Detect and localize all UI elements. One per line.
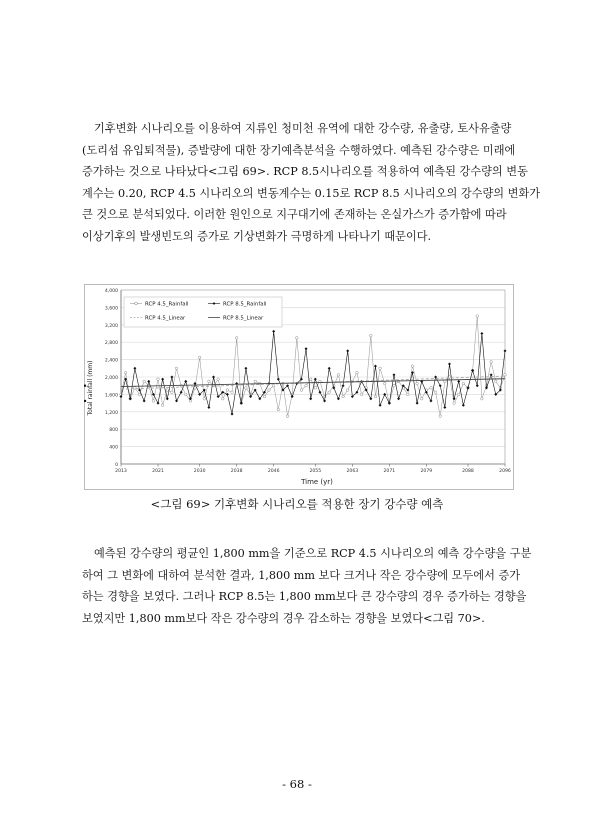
body-paragraph-2 bbox=[82, 543, 532, 629]
data-point bbox=[305, 384, 308, 387]
text-line: 보였지만 1,800 mm보다 작은 강수량의 경우 감소하는 경향을 보였다<그림 70>. bbox=[82, 611, 485, 625]
text-line: 하는 경향을 보였다. 그러나 RCP 8.5는 1,800 mm보다 큰 강수량의 경우 증가하는 경향을 bbox=[82, 590, 527, 604]
data-point bbox=[203, 397, 206, 400]
x-tick-label: 2038 bbox=[230, 469, 243, 474]
data-point bbox=[337, 374, 340, 377]
x-tick-label: 2063 bbox=[346, 469, 359, 474]
data-point bbox=[416, 382, 419, 385]
y-tick-label: 3,200 bbox=[104, 323, 118, 329]
x-tick-label: 2046 bbox=[267, 469, 280, 474]
data-point bbox=[300, 389, 303, 392]
x-tick-label: 2021 bbox=[152, 469, 164, 474]
data-point bbox=[124, 371, 127, 374]
legend-label: RCP 4.5_Linear bbox=[145, 315, 186, 322]
data-point bbox=[420, 397, 423, 400]
data-point bbox=[166, 389, 169, 392]
y-tick-label: 0 bbox=[115, 463, 118, 468]
data-point bbox=[175, 367, 178, 370]
text-line: 큰 것으로 분석되었다. 이러한 원인으로 지구대기에 존재하는 온실가스가 증가함에 따라 bbox=[82, 208, 507, 222]
data-point bbox=[481, 397, 484, 400]
legend-label: RCP 8.5_Rainfall bbox=[223, 301, 267, 308]
data-point bbox=[245, 387, 248, 390]
data-point bbox=[235, 337, 238, 340]
data-point bbox=[356, 371, 359, 374]
data-point bbox=[490, 360, 493, 363]
data-point bbox=[346, 389, 349, 392]
data-point bbox=[457, 393, 460, 396]
data-point bbox=[374, 395, 377, 398]
data-point bbox=[393, 384, 396, 387]
text-line: (도리섬 유입퇴적물), 증발량에 대한 장기예측분석을 수행하였다. 예측된 강수량은 미래에 bbox=[82, 143, 516, 157]
legend-label: RCP 8.5_Linear bbox=[223, 315, 264, 322]
data-point bbox=[462, 382, 465, 385]
data-point bbox=[504, 374, 507, 377]
data-point bbox=[152, 400, 155, 403]
data-point bbox=[383, 382, 386, 385]
data-point bbox=[379, 367, 382, 370]
data-point bbox=[494, 380, 497, 383]
data-point bbox=[231, 391, 234, 394]
y-tick-label: 1,600 bbox=[104, 393, 118, 399]
x-tick-label: 2079 bbox=[420, 469, 433, 474]
data-point bbox=[217, 378, 220, 381]
data-point bbox=[208, 380, 211, 383]
y-tick-label: 3,600 bbox=[104, 306, 118, 312]
text-line: 증가하는 것으로 나타났다<그림 69>. RCP 8.5시나리오를 적용하여 예측된 강수량의 변동 bbox=[82, 165, 528, 179]
data-point bbox=[268, 389, 271, 392]
data-point bbox=[143, 380, 146, 383]
x-tick-label: 2088 bbox=[462, 469, 474, 474]
text-line: 기후변화 시나리오를 이용하여 지류인 청미천 유역에 대한 강수량, 유출량, 토사유출량 bbox=[94, 122, 512, 135]
data-point bbox=[161, 404, 164, 407]
body-paragraph-1 bbox=[82, 118, 541, 248]
data-point bbox=[328, 391, 331, 394]
data-point bbox=[84, 385, 86, 387]
data-point bbox=[286, 415, 289, 418]
x-tick-label: 2071 bbox=[383, 469, 396, 474]
data-point bbox=[296, 337, 299, 340]
data-point bbox=[226, 389, 229, 392]
y-tick-label: 1,200 bbox=[104, 410, 118, 416]
data-point bbox=[138, 393, 141, 396]
text-line: 하여 그 변화에 대하여 분석한 결과, 1,800 mm 보다 크거나 작은 강수량에 모두에서 증가 bbox=[82, 568, 521, 582]
data-point bbox=[439, 415, 442, 418]
text-line: 예측된 강수량의 평균인 1,800 mm을 기준으로 RCP 4.5 시나리오의 예측 강수량을 구분 bbox=[94, 547, 532, 560]
y-tick-label: 4,000 bbox=[104, 289, 118, 294]
data-point bbox=[254, 380, 257, 383]
y-tick-label: 800 bbox=[109, 428, 118, 434]
x-tick-label: 2030 bbox=[193, 469, 206, 474]
data-point bbox=[263, 395, 266, 398]
text-line: 이상기후의 발생빈도의 증가로 기상변화가 극명하게 나타나기 때문이다. bbox=[82, 229, 432, 243]
data-point bbox=[272, 384, 275, 387]
legend-label: RCP 4.5_Rainfall bbox=[145, 301, 189, 308]
data-point bbox=[444, 380, 447, 383]
y-tick-label: 2,400 bbox=[104, 358, 118, 364]
data-point bbox=[277, 408, 280, 411]
data-point bbox=[314, 387, 317, 390]
data-point bbox=[221, 397, 224, 400]
rainfall-chart bbox=[84, 284, 514, 490]
text-line: 계수는 0.20, RCP 4.5 시나리오의 변동계수는 0.15로 RCP 8.5 시나리오의 강수량의 변화가 bbox=[82, 186, 541, 200]
figure-caption: <그림 69> 기후변화 시나리오를 적용한 장기 강수량 예측 bbox=[150, 497, 444, 511]
data-point bbox=[84, 400, 86, 402]
x-axis-label: Time (yr) bbox=[301, 478, 333, 486]
x-tick-label: 2055 bbox=[309, 469, 322, 474]
data-point bbox=[171, 391, 174, 394]
data-point bbox=[430, 387, 433, 390]
x-tick-label: 2096 bbox=[499, 469, 511, 474]
page-number: - 68 - bbox=[282, 777, 312, 791]
data-point bbox=[198, 356, 201, 359]
x-tick-label: 2013 bbox=[115, 469, 127, 474]
y-tick-label: 2,800 bbox=[104, 341, 118, 347]
data-point bbox=[407, 393, 410, 396]
y-tick-label: 2,000 bbox=[104, 376, 118, 381]
data-point bbox=[184, 393, 187, 396]
legend-swatch-marker bbox=[135, 302, 138, 305]
y-axis-label: Total rainfall (mm) bbox=[87, 360, 94, 416]
data-point bbox=[360, 393, 363, 396]
data-point bbox=[476, 315, 479, 318]
data-point bbox=[342, 395, 345, 398]
data-point bbox=[370, 334, 373, 337]
y-tick-label: 400 bbox=[109, 445, 118, 451]
data-point bbox=[157, 378, 160, 381]
data-point bbox=[309, 378, 312, 381]
data-point bbox=[434, 391, 437, 394]
data-point bbox=[411, 365, 414, 368]
data-point bbox=[453, 402, 456, 405]
